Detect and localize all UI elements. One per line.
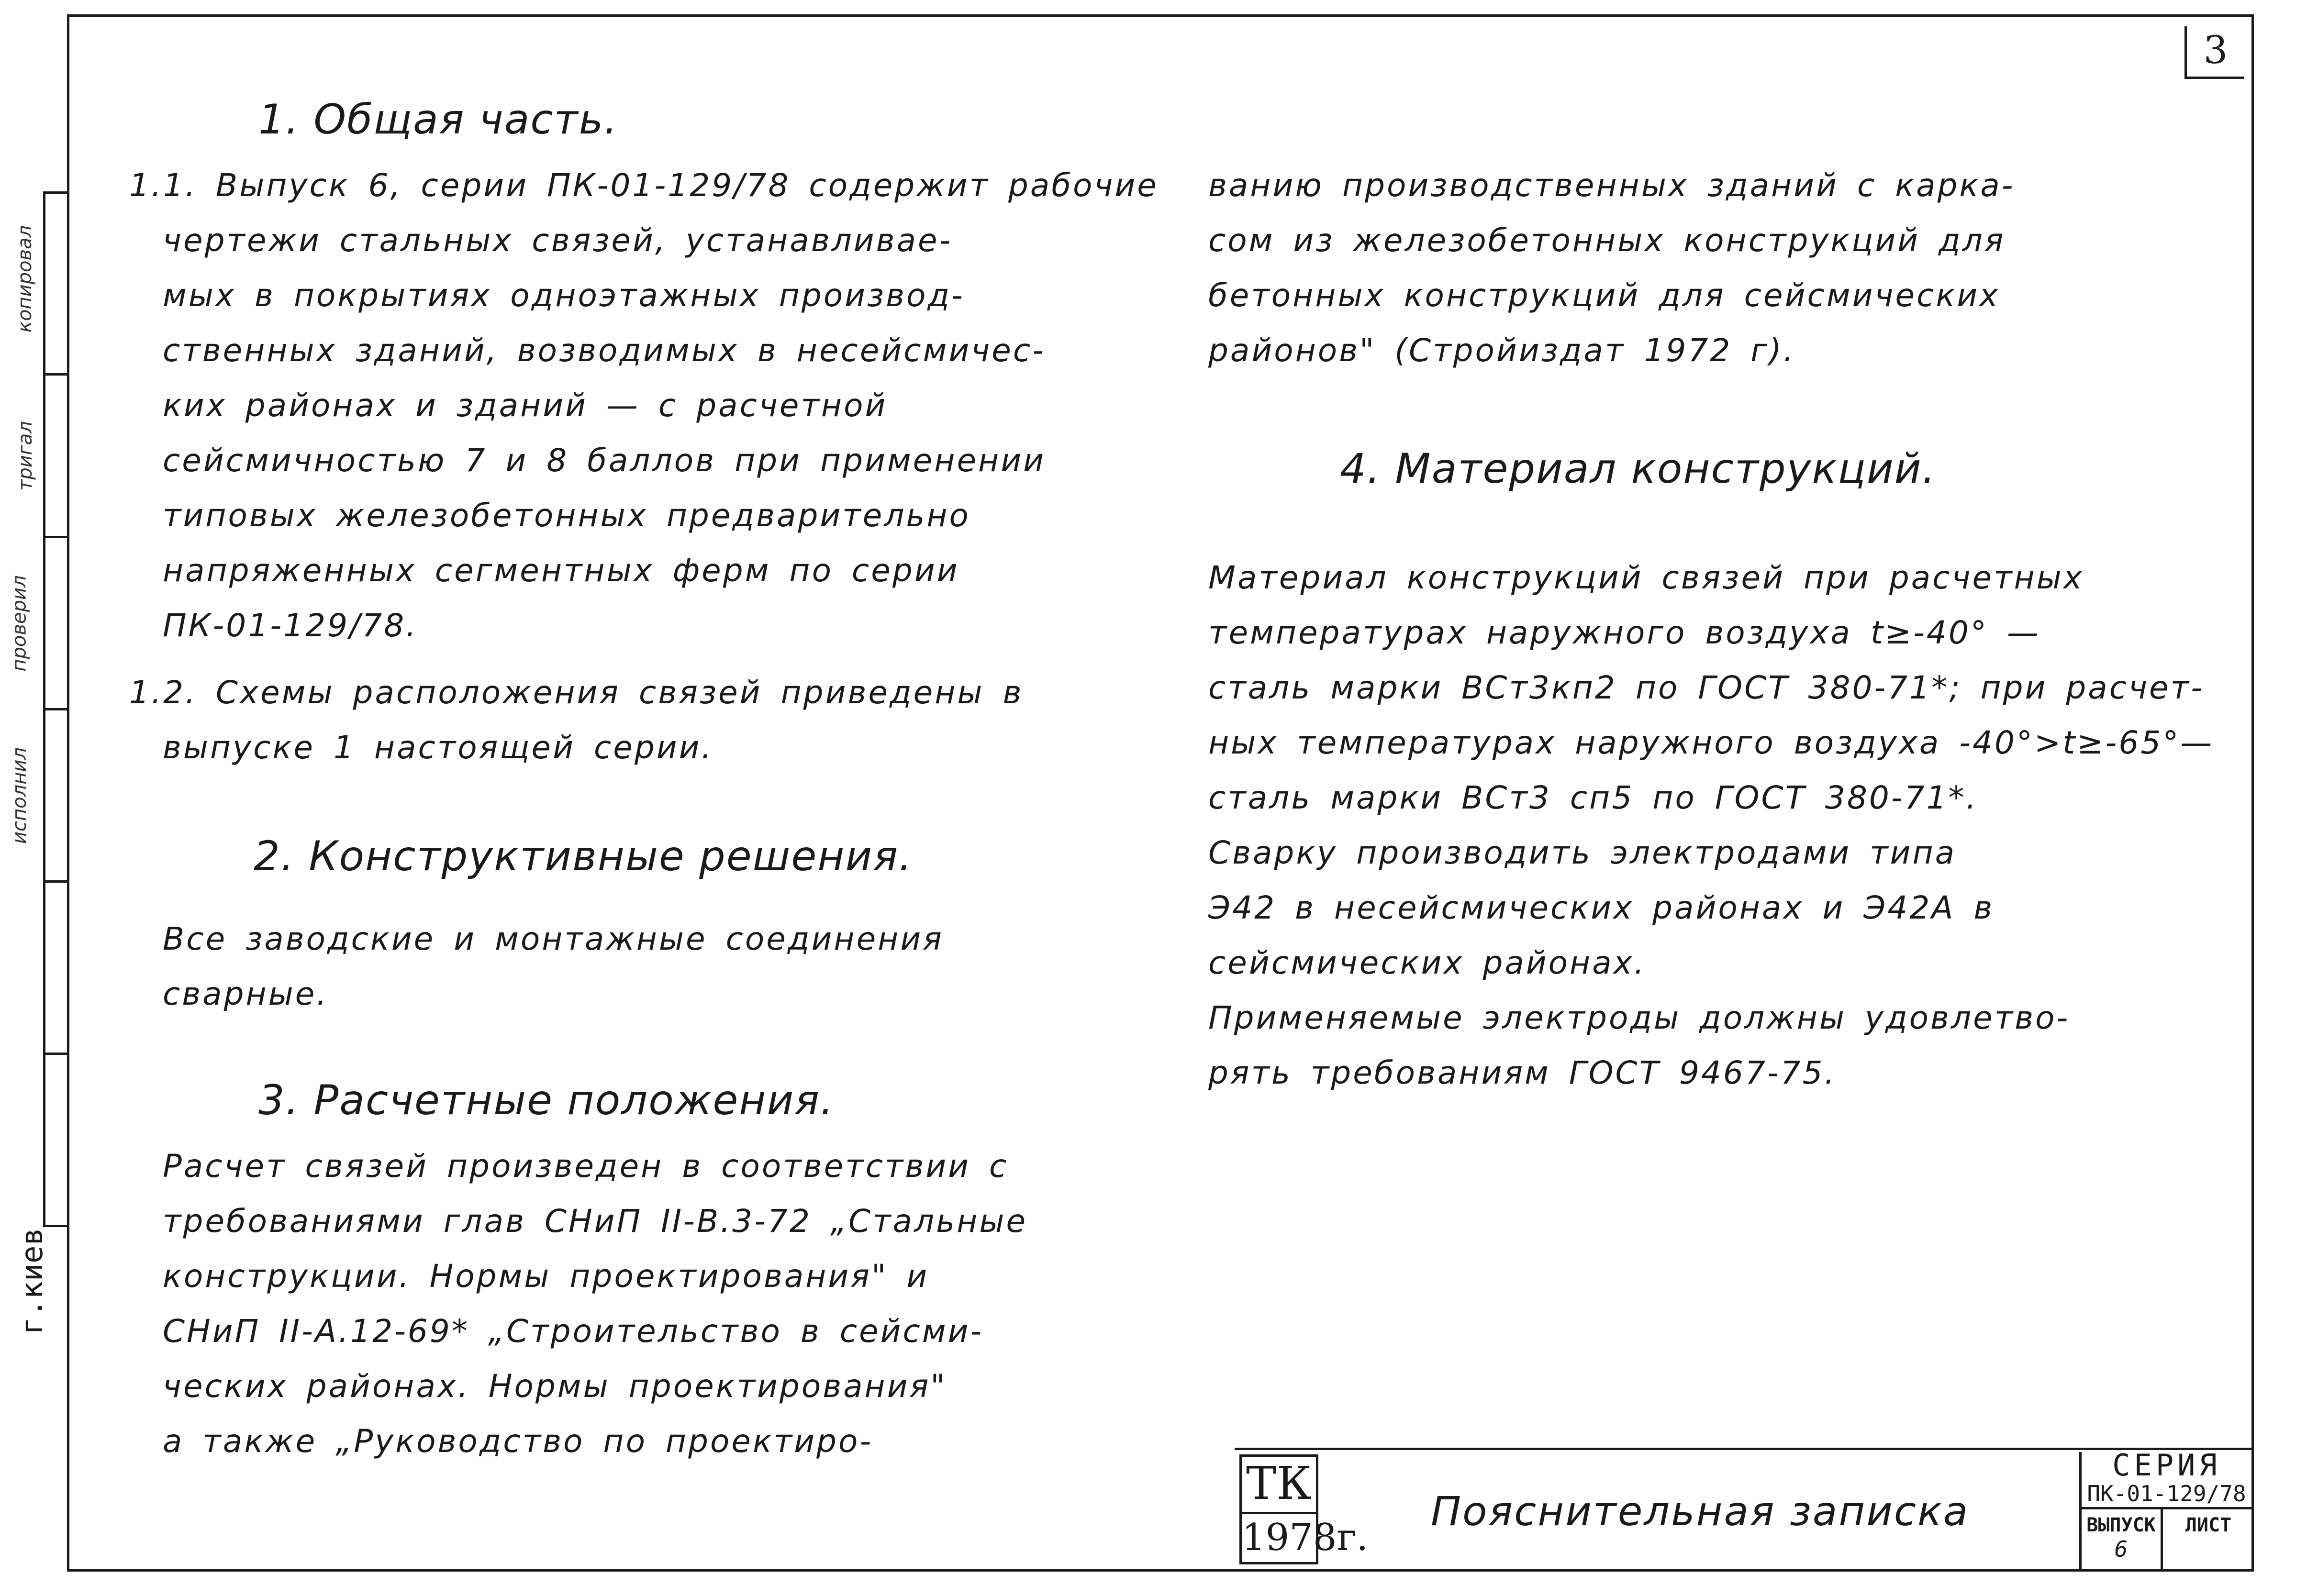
section-1-paragraph-1 <box>129 158 1159 653</box>
section-3-paragraph <box>163 1139 1027 1469</box>
stub-divider <box>43 880 69 883</box>
text-line: Сварку производить электродами типа <box>1208 834 1957 871</box>
text-line: ственных зданий, возводимых в несейсмичес- <box>163 332 1046 369</box>
text-line: а также „Руководство по проектиро- <box>163 1423 873 1460</box>
section-1-paragraph-2 <box>129 665 1023 775</box>
section-2-title: 2. Конструктивные решения. <box>254 832 913 880</box>
stub-divider <box>43 1053 69 1055</box>
text-line: ных температурах наружного воздуха -40°>t≥-65°— <box>1208 724 2214 761</box>
text-line: мых в покрытиях одноэтажных производ- <box>163 277 965 314</box>
section-4-paragraph <box>1208 550 2214 1100</box>
text-line: районов" (Стройиздат 1972 г). <box>1208 332 1795 369</box>
text-line: ческих районах. Нормы проектирования" <box>163 1368 947 1405</box>
sheet-cell <box>2163 1509 2254 1569</box>
stub-divider <box>43 708 69 710</box>
series-code: ПК-01-129/78 <box>2082 1481 2251 1509</box>
text-line: сейсмичностью 7 и 8 баллов при применении <box>163 442 1046 479</box>
text-line: сейсмических районах. <box>1208 944 1646 981</box>
text-line: ПК-01-129/78. <box>163 607 418 644</box>
text-line: сварные. <box>163 975 329 1012</box>
section-3-continuation <box>1208 158 2015 378</box>
text-line: рять требованиям ГОСТ 9467-75. <box>1208 1054 1837 1091</box>
text-line: ванию производственных зданий с карка- <box>1208 167 2015 204</box>
text-line: температурах наружного воздуха t≥-40° — <box>1208 614 2040 651</box>
stub-label: тригал <box>14 421 36 491</box>
stub-label: исполнил <box>8 747 31 844</box>
stub-divider <box>43 1225 69 1227</box>
text-line: конструкции. Нормы проектирования" и <box>163 1258 929 1295</box>
text-line: Расчет связей произведен в соответствии с <box>163 1148 1009 1185</box>
stub-divider <box>43 536 69 538</box>
text-line: СНиП II-А.12-69* „Строительство в сейсми- <box>163 1313 984 1350</box>
section-3-title: 3. Расчетные положения. <box>258 1076 835 1124</box>
document-title: Пояснительная записка <box>1431 1488 1970 1535</box>
issue-label: ВЫПУСК <box>2086 1514 2156 1536</box>
text-line: типовых железобетонных предварительно <box>163 497 970 534</box>
text-line: сталь марки ВСт3 сп5 по ГОСТ 380-71*. <box>1208 779 1978 816</box>
text-line: требованиями глав СНиП II-В.3-72 „Стальные <box>163 1203 1028 1240</box>
sheet-number: 3 <box>2184 26 2244 79</box>
series-label: СЕРИЯ <box>2112 1448 2221 1483</box>
text-line: сом из железобетонных конструкций для <box>1208 222 2006 259</box>
stub-label: проверил <box>8 575 31 672</box>
text-line: бетонных конструкций для сейсмических <box>1208 277 2000 314</box>
section-1-title: 1. Общая часть. <box>258 96 618 144</box>
city-label: г.киев <box>14 1228 49 1335</box>
text-line: выпуске 1 настоящей серии. <box>163 729 713 766</box>
text-line: сталь марки ВСт3кп2 по ГОСТ 380-71*; при расчет- <box>1208 669 2204 706</box>
issue-value: 6 <box>2114 1536 2128 1562</box>
text-line: ких районах и зданий — с расчетной <box>163 387 888 424</box>
org-stamp <box>1239 1454 1369 1564</box>
stub-divider <box>43 373 69 376</box>
org-year: 1978г. <box>1242 1516 1369 1559</box>
text-line: напряженных сегментных ферм по серии <box>163 552 959 589</box>
text-line: Материал конструкций связей при расчетных <box>1208 559 2084 596</box>
series-box <box>2079 1448 2251 1569</box>
text-line: 1.2. Схемы расположения связей приведены в <box>129 674 1024 711</box>
text-line: чертежи стальных связей, устанавливае- <box>163 222 953 259</box>
text-line: Э42 в несейсмических районах и Э42А в <box>1208 889 1995 926</box>
text-line: Применяемые электроды должны удовлетво- <box>1208 999 2070 1036</box>
stub-divider <box>43 191 69 194</box>
issue-cell <box>2082 1509 2163 1569</box>
stub-label: копировал <box>14 225 36 333</box>
section-4-title: 4. Материал конструкций. <box>1340 445 1937 493</box>
org-code: ТК <box>1242 1457 1316 1514</box>
text-line: Все заводские и монтажные соединения <box>163 920 944 957</box>
text-line: 1.1. Выпуск 6, серии ПК-01-129/78 содержит рабочие <box>129 167 1159 204</box>
sheet-label: ЛИСТ <box>2185 1514 2232 1536</box>
section-2-paragraph <box>163 911 944 1021</box>
